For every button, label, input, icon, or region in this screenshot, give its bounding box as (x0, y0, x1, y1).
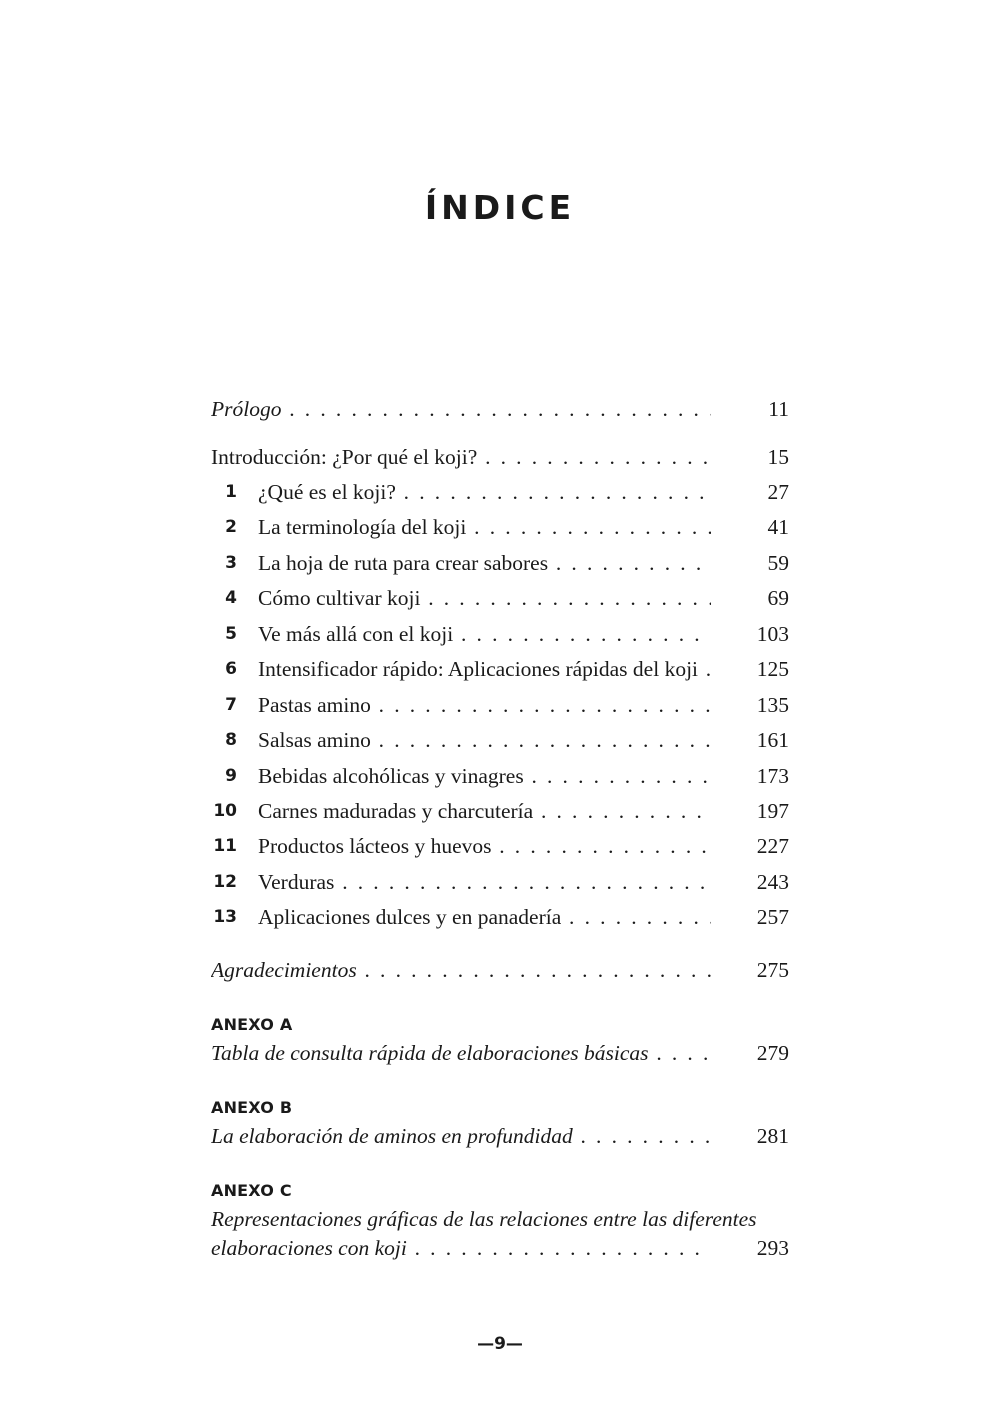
chapter-page: 197 (756, 799, 789, 823)
chapter-title: Ve más allá con el koji (258, 622, 454, 646)
chapter-title: Carnes maduradas y charcutería (258, 799, 534, 823)
toc-entry-title: La elaboración de aminos en profundidad (211, 1124, 573, 1148)
annex-c-label: ANEXO C (211, 1181, 292, 1200)
chapter-page: 243 (756, 870, 789, 894)
chapter-page: 161 (756, 728, 789, 752)
annex-a-label: ANEXO A (211, 1015, 293, 1034)
chapter-page: 257 (756, 905, 789, 929)
toc-chapter-row[interactable] (211, 724, 789, 756)
chapter-number: 1 (225, 482, 237, 502)
toc-entry-page: 275 (756, 958, 789, 982)
toc-entry-page: 293 (756, 1236, 789, 1260)
chapter-number: 10 (213, 801, 237, 821)
toc-chapter-row[interactable] (211, 653, 789, 685)
toc-chapter-row[interactable] (211, 511, 789, 543)
toc-chapter-row[interactable] (211, 582, 789, 614)
chapter-page: 135 (756, 693, 789, 717)
chapter-title: Salsas amino (258, 728, 371, 752)
toc-entry-prologue[interactable] (211, 393, 789, 425)
chapter-page: 125 (756, 657, 789, 681)
chapter-number: 5 (225, 624, 237, 644)
chapter-number: 9 (225, 766, 237, 786)
chapter-number: 13 (213, 907, 237, 927)
chapter-page: 69 (767, 586, 789, 610)
toc-entry-introduction[interactable] (211, 441, 789, 473)
chapter-title: Pastas amino (258, 693, 371, 717)
toc-entry-title: Tabla de consulta rápida de elaboraciones básicas (211, 1041, 649, 1065)
toc-chapter-row[interactable] (211, 866, 789, 898)
chapter-title: Bebidas alcohólicas y vinagres (258, 764, 524, 788)
toc-chapter-row[interactable] (211, 901, 789, 933)
toc-chapter-row[interactable] (211, 547, 789, 579)
chapter-title: Cómo cultivar koji (258, 586, 421, 610)
chapter-page: 103 (756, 622, 789, 646)
toc-chapter-row[interactable] (211, 618, 789, 650)
table-of-contents (211, 0, 789, 1423)
chapter-title: Productos lácteos y huevos (258, 834, 492, 858)
page-number: —9— (477, 1334, 523, 1354)
chapter-number: 3 (225, 553, 237, 573)
toc-entry-annex-a[interactable] (211, 1037, 789, 1069)
toc-entry-annex-b[interactable] (211, 1120, 789, 1152)
toc-chapter-row[interactable] (211, 830, 789, 862)
chapter-number: 11 (213, 836, 237, 856)
chapter-page: 227 (756, 834, 789, 858)
chapter-number: 7 (225, 695, 237, 715)
chapter-title: Verduras (258, 870, 335, 894)
toc-chapter-row[interactable] (211, 795, 789, 827)
toc-entry-page: 11 (768, 397, 789, 421)
chapter-number: 2 (225, 517, 237, 537)
chapter-title: La terminología del koji (258, 515, 467, 539)
toc-entry-acknowledgements[interactable] (211, 954, 789, 986)
chapter-title: ¿Qué es el koji? (258, 480, 396, 504)
page-title: ÍNDICE (424, 188, 576, 227)
toc-entry-page: 279 (756, 1041, 789, 1065)
chapter-page: 59 (767, 551, 789, 575)
toc-entry-page: 15 (767, 445, 789, 469)
chapter-number: 4 (225, 588, 237, 608)
toc-entry-annex-c[interactable] (211, 1232, 789, 1264)
toc-entry-title: Agradecimientos (211, 958, 357, 982)
annex-c-title-line: Representaciones gráficas de las relaciones entre las diferentes (211, 1207, 757, 1231)
chapter-page: 41 (767, 515, 789, 539)
chapter-number: 12 (213, 872, 237, 892)
toc-entry-page: 281 (756, 1124, 789, 1148)
chapter-page: 173 (756, 764, 789, 788)
chapter-title: Aplicaciones dulces y en panadería (258, 905, 562, 929)
chapter-title: La hoja de ruta para crear sabores (258, 551, 549, 575)
chapter-number: 6 (225, 659, 237, 679)
annex-b-label: ANEXO B (211, 1098, 293, 1117)
toc-entry-title: elaboraciones con koji (211, 1236, 407, 1260)
toc-chapter-row[interactable] (211, 760, 789, 792)
toc-chapter-row[interactable] (211, 476, 789, 508)
toc-chapter-row[interactable] (211, 689, 789, 721)
chapter-number: 8 (225, 730, 237, 750)
chapter-title: Intensificador rápido: Aplicaciones rápidas del koji (258, 657, 699, 681)
toc-entry-title: Prólogo (211, 397, 282, 421)
chapter-page: 27 (767, 480, 789, 504)
toc-entry-title: Introducción: ¿Por qué el koji? (211, 445, 478, 469)
